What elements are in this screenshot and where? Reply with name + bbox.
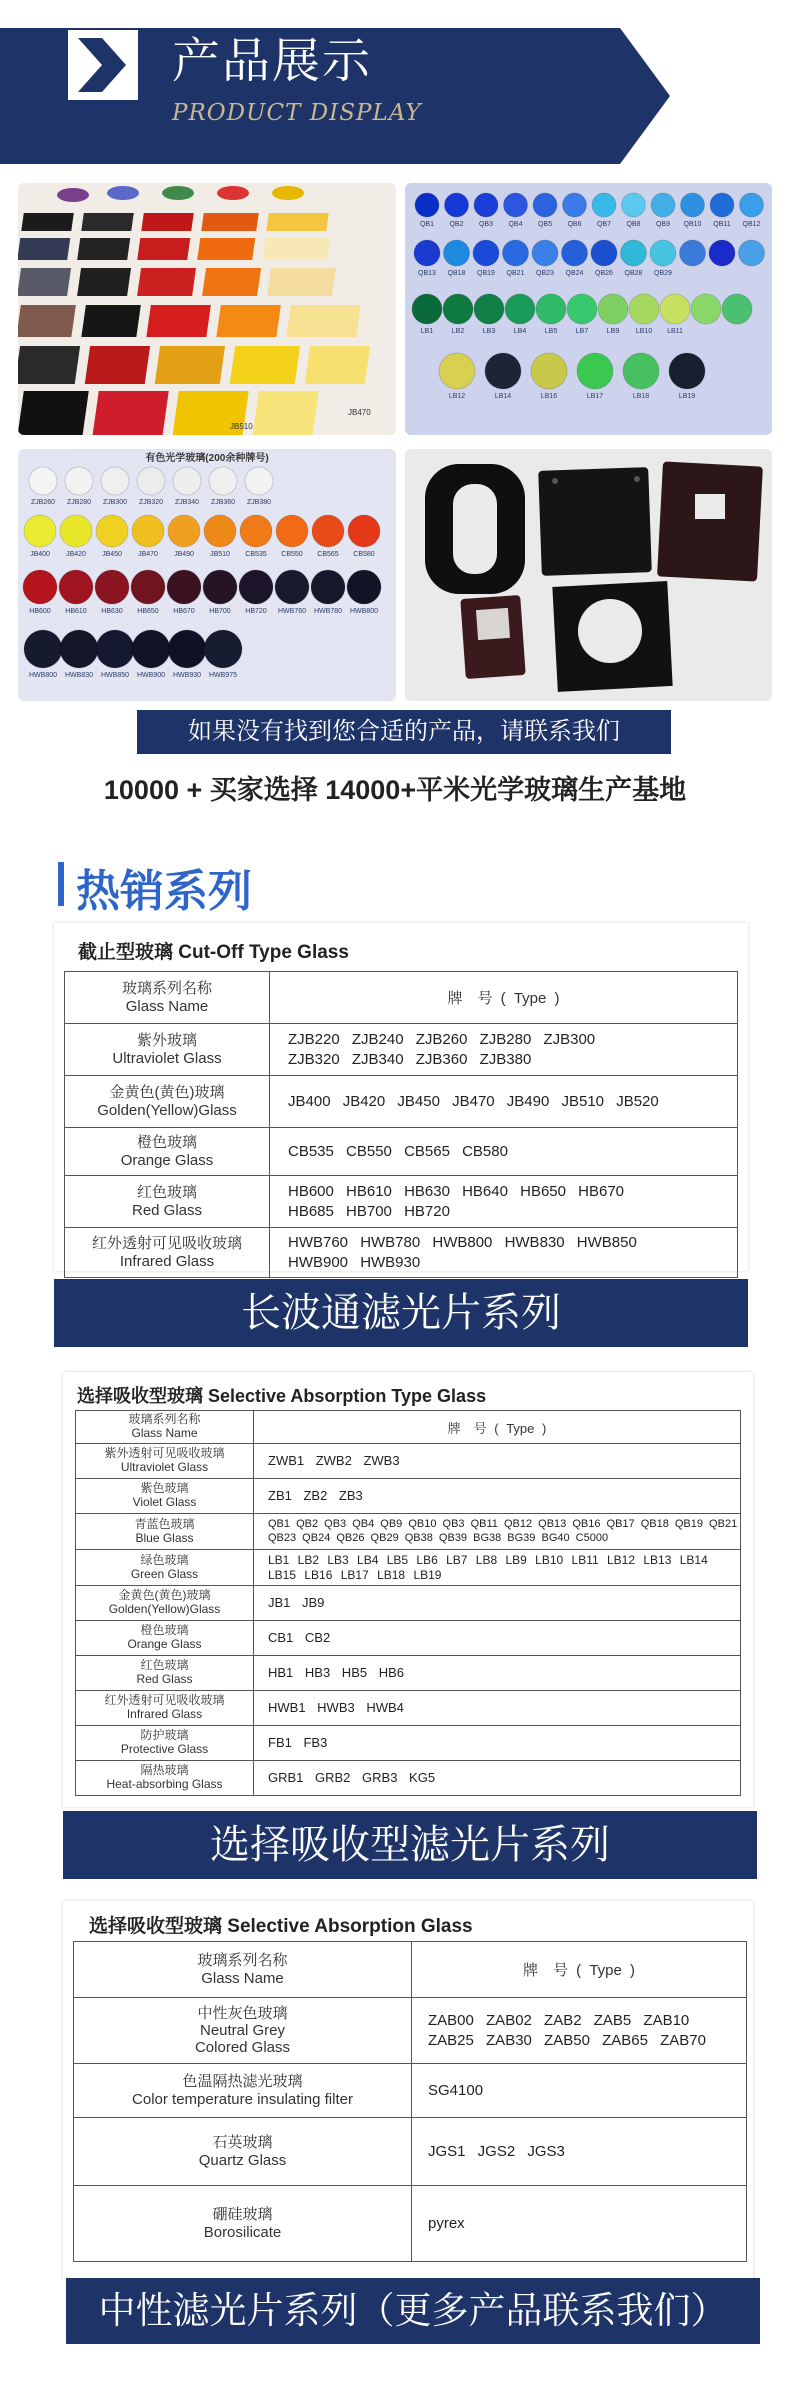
glass-disc (60, 515, 92, 547)
glass-disc (473, 240, 499, 266)
page-subtitle: PRODUCT DISPLAY (172, 100, 422, 126)
table-row (65, 1228, 738, 1278)
table-row (74, 2064, 747, 2118)
glass-label: QB3 (478, 221, 494, 228)
row-name-en: Infrared Glass (119, 1252, 215, 1270)
table-title: 选择吸收型玻璃 Selective Absorption Glass (89, 1916, 473, 1937)
glass-label: HB650 (137, 608, 159, 615)
glass-disc (137, 467, 165, 495)
row-name-cn: 橙色玻璃 (140, 1623, 189, 1638)
photo-glass-squares (18, 183, 396, 435)
table-row (76, 1550, 741, 1586)
row-types: JGS1 JGS2 JGS3 (412, 2118, 747, 2186)
header-name-cn: 玻璃系列名称 (121, 980, 212, 998)
row-name-en: Orange Glass (127, 1637, 202, 1651)
row-name-en: Blue Glass (135, 1530, 194, 1545)
glass-label: QB26 (595, 270, 613, 277)
glass-disc (168, 515, 200, 547)
glass-disc (348, 515, 380, 547)
glass-disc (669, 353, 705, 389)
row-name-cn: 青蓝色玻璃 (134, 1516, 195, 1531)
header-name-en: Glass Name (131, 1426, 198, 1440)
glass-label: CB565 (317, 551, 339, 558)
glass-label: LB3 (482, 328, 496, 335)
row-types: CB1 CB2 (254, 1621, 741, 1656)
glass-disc (709, 240, 735, 266)
glass-label: ZJB300 (102, 499, 128, 506)
photo-tag: JB470 (348, 408, 371, 417)
row-types: pyrex (412, 2186, 747, 2262)
table-row (76, 1586, 741, 1621)
table-row (76, 1761, 741, 1796)
cutoff-glass-panel (54, 923, 748, 1271)
glass-label: HWB850 (100, 672, 130, 679)
glass-disc (577, 353, 613, 389)
glass-label: LB17 (586, 393, 604, 400)
glass-disc (131, 570, 165, 604)
row-name-cn: 金黄色(黄色)玻璃 (118, 1588, 211, 1603)
glass-disc (23, 570, 57, 604)
glass-disc (680, 240, 706, 266)
glass-label: QB13 (418, 270, 436, 277)
glass-label: CB535 (245, 551, 267, 558)
glass-disc (474, 294, 504, 324)
glass-disc (562, 240, 588, 266)
glass-label: HB610 (65, 608, 87, 615)
glass-label: QB21 (506, 270, 525, 277)
glass-label: QB10 (683, 221, 702, 228)
row-types: HWB1 HWB3 HWB4 (254, 1691, 741, 1726)
glass-label: HB630 (101, 608, 123, 615)
glass-disc (622, 193, 646, 217)
row-types: ZAB00 ZAB02 ZAB2 ZAB5 ZAB10 ZAB25 ZAB30 ZAB50 ZAB65 ZAB70 (412, 1998, 747, 2064)
row-name-cn: 红色玻璃 (136, 1184, 197, 1202)
row-name-cn: 紫外透射可见吸收玻璃 (104, 1446, 225, 1461)
glass-disc (60, 630, 98, 668)
glass-disc (29, 467, 57, 495)
glass-disc (691, 294, 721, 324)
glass-label: ZJB340 (174, 499, 200, 506)
section-longpass-filters: 长波通滤光片系列 (54, 1279, 748, 1347)
glass-label: HWB975 (208, 672, 238, 679)
glass-label: LB11 (667, 328, 683, 335)
glass-label: HB720 (245, 608, 267, 615)
glass-label: QB28 (624, 270, 643, 277)
glass-label: LB4 (513, 328, 527, 335)
glass-label: HWB830 (64, 672, 94, 679)
header-name-en: Glass Name (201, 1969, 284, 1987)
table-row (65, 1128, 738, 1176)
row-name-en: Color temperature insulating filter (132, 2090, 353, 2108)
glass-label: QB23 (536, 270, 554, 277)
row-types: FB1 FB3 (254, 1726, 741, 1761)
glass-label: QB29 (654, 270, 672, 277)
glass-label: HB600 (29, 608, 51, 615)
table-row (74, 2118, 747, 2186)
table-header (76, 1411, 741, 1444)
row-name-cn: 绿色玻璃 (140, 1552, 189, 1567)
table-header (65, 972, 738, 1024)
glass-disc (532, 240, 558, 266)
glass-disc (132, 515, 164, 547)
glass-disc (203, 570, 237, 604)
row-name-cn: 金黄色(黄色)玻璃 (109, 1084, 225, 1102)
glass-disc (96, 515, 128, 547)
table-row (65, 1024, 738, 1076)
glass-label: HB670 (173, 608, 195, 615)
glass-label: QB24 (565, 270, 584, 277)
glass-disc (239, 570, 273, 604)
glass-label: QB12 (742, 221, 761, 228)
glass-disc (167, 570, 201, 604)
glass-disc (531, 353, 567, 389)
table-row (74, 1998, 747, 2064)
selective-absorption-type-table (75, 1410, 741, 1796)
glass-disc (660, 294, 690, 324)
glass-label: LB10 (635, 328, 653, 335)
glass-label: ZJB360 (210, 499, 236, 506)
glass-label: HWB760 (277, 608, 307, 615)
row-types: JB400 JB420 JB450 JB470 JB490 JB510 JB520 (270, 1076, 738, 1128)
row-types: JB1 JB9 (254, 1586, 741, 1621)
row-types: HB1 HB3 HB5 HB6 (254, 1656, 741, 1691)
glass-disc (536, 294, 566, 324)
glass-disc (204, 630, 242, 668)
glass-label: HWB800 (349, 608, 379, 615)
table-row (76, 1691, 741, 1726)
section-selective-filters: 选择吸收型滤光片系列 (63, 1811, 757, 1879)
row-name-en: Orange Glass (120, 1151, 214, 1169)
glass-disc (132, 630, 170, 668)
header-type: 牌 号 ( Type ) (254, 1411, 741, 1444)
glass-label: QB7 (596, 221, 612, 228)
glass-disc (96, 630, 134, 668)
row-name-en: Green Glass (130, 1566, 199, 1581)
row-name-cn: 硼硅玻璃 (212, 2206, 273, 2224)
row-name-cn: 紫色玻璃 (140, 1481, 189, 1496)
glass-disc (168, 630, 206, 668)
glass-disc (347, 570, 381, 604)
glass-label: LB16 (540, 393, 558, 400)
glass-disc (504, 193, 528, 217)
table-row (76, 1444, 741, 1479)
glass-label: JB490 (174, 551, 194, 558)
row-name-en: Neutral Grey (199, 2021, 286, 2039)
glass-disc (414, 240, 440, 266)
glass-label: LB5 (544, 328, 558, 335)
section-neutral-filters: 中性滤光片系列（更多产品联系我们） (66, 2278, 760, 2344)
glass-disc (276, 515, 308, 547)
row-name-cn: 中性灰色玻璃 (197, 2004, 288, 2022)
glass-label: ZJB320 (138, 499, 164, 506)
glass-disc (651, 193, 675, 217)
selective-absorption-type-panel (63, 1372, 753, 1807)
glass-label: ZJB260 (30, 499, 56, 506)
glass-disc (533, 193, 557, 217)
glass-label: LB2 (451, 328, 465, 335)
glass-label: HB700 (209, 608, 231, 615)
glass-label: QB4 (508, 221, 523, 228)
glass-label: HWB930 (172, 672, 202, 679)
glass-disc (591, 240, 617, 266)
row-name-en: Infrared Glass (126, 1707, 203, 1721)
row-name-en: Red Glass (136, 1672, 193, 1686)
row-name-en: Golden(Yellow)Glass (108, 1602, 221, 1616)
glass-disc (739, 240, 765, 266)
glass-disc (592, 193, 616, 217)
table-row (74, 2186, 747, 2262)
glass-label: JB450 (102, 551, 122, 558)
row-name-cn: 色温隔热滤光玻璃 (182, 2073, 303, 2091)
row-name-en: Ultraviolet Glass (112, 1049, 222, 1067)
glass-label: HWB900 (136, 672, 166, 679)
table-row (76, 1621, 741, 1656)
glass-label: JB470 (138, 551, 158, 558)
row-name-en: Golden(Yellow)Glass (97, 1101, 237, 1119)
glass-label: CB580 (353, 551, 375, 558)
selective-absorption-panel (63, 1901, 753, 2279)
photo-colored-discs (18, 449, 396, 701)
glass-label: ZJB280 (66, 499, 92, 506)
table-header (74, 1942, 747, 1998)
glass-label: QB9 (655, 221, 671, 228)
row-name-cn: 隔热玻璃 (140, 1763, 189, 1778)
row-types: QB1 QB2 QB3 QB4 QB9 QB10 QB3 QB11 QB12 QB13 QB16 QB17 QB18 QB19 QB21 QB23 QB24 QB26 QB29 QB38 QB39 BG38 BG39 BG40 C5000 (254, 1514, 741, 1550)
glass-label: HWB780 (313, 608, 343, 615)
glass-label: QB11 (713, 221, 731, 228)
table-row (76, 1479, 741, 1514)
row-name-cn: 紫外玻璃 (136, 1032, 197, 1050)
header-type: 牌 号 ( Type ) (270, 972, 738, 1024)
glass-disc (623, 353, 659, 389)
glass-disc (503, 240, 529, 266)
photo-caption: 有色光学玻璃(200余种牌号) (145, 453, 269, 464)
row-types: HB600 HB610 HB630 HB640 HB650 HB670 HB685 HB700 HB720 (270, 1176, 738, 1228)
glass-label: LB1 (420, 328, 434, 335)
row-name-cn: 红外透射可见吸收玻璃 (91, 1235, 242, 1253)
row-types: ZWB1 ZWB2 ZWB3 (254, 1444, 741, 1479)
glass-label: LB19 (678, 393, 696, 400)
row-name-en: Ultraviolet Glass (120, 1460, 209, 1474)
row-types: CB535 CB550 CB565 CB580 (270, 1128, 738, 1176)
photo-cut-glass-parts (405, 449, 772, 701)
photo-tag: JB510 (230, 422, 253, 431)
header-name-cn: 玻璃系列名称 (197, 1952, 288, 1970)
glass-disc (209, 467, 237, 495)
selective-absorption-table (73, 1941, 747, 2262)
glass-disc (740, 193, 764, 217)
glass-disc (444, 240, 470, 266)
row-name-en-2: Colored Glass (194, 2039, 291, 2057)
glass-disc (204, 515, 236, 547)
glass-disc (681, 193, 705, 217)
slogan: 10000 + 买家选择 14000+平米光学玻璃生产基地 (103, 775, 687, 805)
row-name-en: Violet Glass (132, 1495, 197, 1509)
table-row (76, 1726, 741, 1761)
glass-label: JB420 (66, 551, 86, 558)
row-name-en: Red Glass (131, 1201, 203, 1219)
glass-disc (722, 294, 752, 324)
row-name-en: Borosilicate (203, 2223, 282, 2241)
page-title: 产品展示 (172, 33, 373, 89)
row-name-en: Heat-absorbing Glass (106, 1777, 223, 1791)
glass-disc (311, 570, 345, 604)
glass-label: HWB800 (28, 672, 58, 679)
row-name-cn: 红色玻璃 (140, 1658, 189, 1673)
logo-icon (68, 30, 138, 100)
glass-label: LB7 (575, 328, 589, 335)
glass-label: JB510 (210, 551, 230, 558)
glass-disc (24, 515, 56, 547)
glass-disc (24, 630, 62, 668)
glass-disc (412, 294, 442, 324)
row-name-cn: 橙色玻璃 (136, 1134, 197, 1152)
table-row (76, 1656, 741, 1691)
glass-label: LB14 (494, 393, 512, 400)
title-accent-bar (58, 862, 64, 906)
table-row (65, 1076, 738, 1128)
contact-banner[interactable]: 如果没有找到您合适的产品，请联系我们 (137, 710, 671, 754)
glass-disc (275, 570, 309, 604)
glass-label: ZJB380 (246, 499, 272, 506)
glass-disc (65, 467, 93, 495)
glass-label: QB2 (449, 221, 464, 228)
glass-disc (474, 193, 498, 217)
row-types: GRB1 GRB2 GRB3 KG5 (254, 1761, 741, 1796)
photo-blue-green-discs (405, 183, 772, 435)
glass-disc (485, 353, 521, 389)
glass-disc (312, 515, 344, 547)
row-name-cn: 防护玻璃 (140, 1728, 189, 1743)
glass-disc (445, 193, 469, 217)
row-name-cn: 红外透射可见吸收玻璃 (104, 1693, 225, 1708)
glass-label: QB8 (626, 221, 641, 228)
glass-label: QB5 (537, 221, 553, 228)
header-name-cn: 玻璃系列名称 (128, 1412, 201, 1427)
table-title: 选择吸收型玻璃 Selective Absorption Type Glass (77, 1386, 487, 1406)
table-row (65, 1176, 738, 1228)
row-name-en: Protective Glass (120, 1742, 209, 1756)
glass-label: JB400 (30, 551, 50, 558)
glass-disc (59, 570, 93, 604)
glass-disc (173, 467, 201, 495)
hot-series-title: 热销系列 (76, 867, 252, 916)
glass-disc (101, 467, 129, 495)
header-type: 牌 号 ( Type ) (412, 1942, 747, 1998)
header-name-en: Glass Name (125, 997, 209, 1015)
glass-disc (439, 353, 475, 389)
glass-label: QB6 (567, 221, 582, 228)
glass-label: LB12 (448, 393, 466, 400)
glass-disc (650, 240, 676, 266)
cutoff-glass-table (64, 971, 738, 1278)
glass-label: CB550 (281, 551, 303, 558)
glass-disc (710, 193, 734, 217)
glass-label: LB18 (632, 393, 650, 400)
glass-disc (505, 294, 535, 324)
row-types: ZJB220 ZJB240 ZJB260 ZJB280 ZJB300 ZJB320 ZJB340 ZJB360 ZJB380 (270, 1024, 738, 1076)
glass-disc (629, 294, 659, 324)
table-title: 截止型玻璃 Cut-Off Type Glass (78, 942, 349, 963)
glass-label: QB18 (447, 270, 466, 277)
row-name-en: Quartz Glass (198, 2151, 287, 2169)
glass-disc (245, 467, 273, 495)
row-name-cn: 石英玻璃 (212, 2134, 273, 2152)
glass-disc (415, 193, 439, 217)
row-types: LB1 LB2 LB3 LB4 LB5 LB6 LB7 LB8 LB9 LB10 LB11 LB12 LB13 LB14 LB15 LB16 LB17 LB18 LB19 (254, 1550, 741, 1586)
glass-disc (621, 240, 647, 266)
table-row (76, 1514, 741, 1550)
glass-label: QB1 (419, 221, 435, 228)
glass-label: LB9 (606, 328, 620, 335)
glass-disc (95, 570, 129, 604)
glass-disc (567, 294, 597, 324)
glass-disc (563, 193, 587, 217)
glass-label: QB19 (477, 270, 495, 277)
glass-disc (240, 515, 272, 547)
row-types: HWB760 HWB780 HWB800 HWB830 HWB850 HWB900 HWB930 (270, 1228, 738, 1278)
row-types: ZB1 ZB2 ZB3 (254, 1479, 741, 1514)
glass-disc (598, 294, 628, 324)
row-types: SG4100 (412, 2064, 747, 2118)
glass-disc (443, 294, 473, 324)
